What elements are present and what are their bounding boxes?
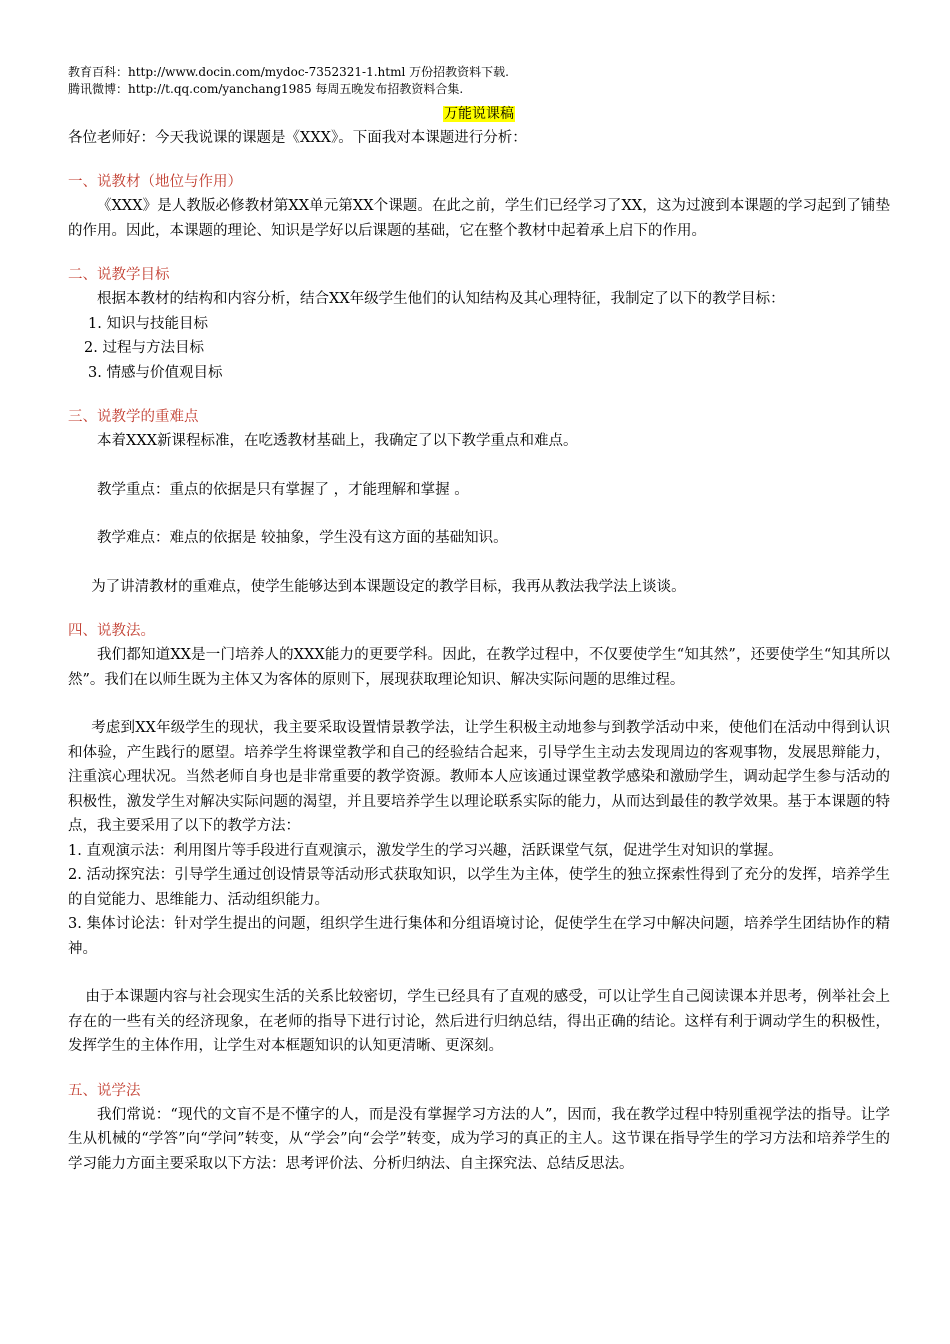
section-heading-teaching-methods: 四、说教法。 [68, 623, 155, 639]
section-heading-learning-methods: 五、说学法 [68, 1082, 141, 1099]
list-item-goal-emotion: 3. 情感与价值观目标 [88, 364, 223, 381]
paragraph: 我们常说：“现代的文盲不是不懂字的人，而是没有掌握学习方法的人”，因而，我在教学过程中特别重视学法的指导。让学生从机械的“学答”向“学问”转变，从“学会”向“会学”转变，成为学习的真正的主人。这节课在指导学生的学习方法和培养学生的学习能力方面主要采取以下方法：思考评价法、分析归纳法、自主探究法、总结反思法。 [68, 1106, 890, 1172]
method-item-activity-inquiry: 2. 活动探究法：引导学生通过创设情景等活动形式获取知识，以学生为主体，使学生的独立探索性得到了充分的发挥，培养学生的自觉能力、思维能力、活动组织能力。 [68, 867, 890, 908]
paragraph: 我们都知道XX是一门培养人的XXX能力的更要学科。因此，在教学过程中，不仅要使学生“知其然”，还要使学生“知其所以然”。我们在以师生既为主体又为客体的原则下，展现获取理论知识、解决实际问题的思维过程。 [68, 647, 890, 688]
document-title-highlight: 万能说课稿 [444, 106, 514, 122]
list-item-goal-process: 2. 过程与方法目标 [84, 340, 204, 356]
document-page [68, 64, 890, 1176]
section-heading-teaching-goals: 二、说教学目标 [68, 267, 170, 283]
header-line-weibo: 腾讯微博：http://t.qq.com/yanchang1985 每周五晚发布招教资料合集. [68, 82, 464, 96]
paragraph: 由于本课题内容与社会现实生活的关系比较密切，学生已经具有了直观的感受，可以让学生自己阅读课本并思考，例举社会上存在的一些有关的经济现象，在老师的指导下进行讨论，然后进行归纳总结，得出正确的结论。这样有利于调动学生的积极性，发挥学生的主体作用，让学生对本框题知识的认知更清晰、更深刻。 [68, 989, 890, 1054]
paragraph: 为了讲清教材的重难点，使学生能够达到本课题设定的教学目标，我再从教法我学法上谈谈。 [91, 578, 686, 595]
paragraph-difficult-point: 教学难点：难点的依据是 较抽象，学生没有这方面的基础知识。 [97, 530, 508, 546]
paragraph-key-point: 教学重点：重点的依据是只有掌握了 ，才能理解和掌握 。 [97, 481, 469, 498]
section-heading-teaching-material: 一、说教材（地位与作用） [68, 174, 242, 190]
paragraph: 考虑到XX年级学生的现状，我主要采取设置情景教学法，让学生积极主动地参与到教学活动中来，使他们在活动中得到认识和体验，产生践行的愿望。培养学生将课堂教学和自己的经验结合起来，引导学生主动去发现周边的客观事物，发展思辩能力，注重滨心理状况。当然老师自身也是非常重要的教学资源。教师本人应该通过课堂教学感染和激励学生，调动起学生参与活动的积极性，激发学生对解决实际问题的渴望，并且要培养学生以理论联系实际的能力，从而达到最佳的教学效果。基于本课题的特点，我主要采用了以下的教学方法： [68, 720, 891, 834]
paragraph: 根据本教材的结构和内容分析，结合XX年级学生他们的认知结构及其心理特征，我制定了以下的教学目标： [97, 291, 785, 307]
header-line-docin: 教育百科：http://www.docin.com/mydoc-7352321-1.html 万份招教资料下载. [68, 65, 509, 79]
method-item-demonstration: 1. 直观演示法：利用图片等手段进行直观演示，激发学生的学习兴趣，活跃课堂气氛，促进学生对知识的掌握。 [68, 842, 783, 859]
list-item-goal-knowledge: 1. 知识与技能目标 [88, 315, 208, 332]
paragraph: 本着XXX新课程标准，在吃透教材基础上，我确定了以下教学重点和难点。 [97, 433, 578, 449]
document-title [68, 104, 890, 124]
greeting: 各位老师好：今天我说课的课题是《XXX》。下面我对本课题进行分析： [68, 130, 527, 146]
paragraph: 《XXX》是人教版必修教材第XX单元第XX个课题。在此之前，学生们已经学习了XX，这为过渡到本课题的学习起到了铺垫的作用。因此，本课题的理论、知识是学好以后课题的基础，它在整个教材中起着承上启下的作用。 [68, 198, 890, 239]
method-item-group-discussion: 3. 集体讨论法：针对学生提出的问题，组织学生进行集体和分组语境讨论，促使学生在学习中解决问题，培养学生团结协作的精神。 [68, 916, 890, 957]
section-heading-key-difficult-points: 三、说教学的重难点 [68, 409, 199, 425]
